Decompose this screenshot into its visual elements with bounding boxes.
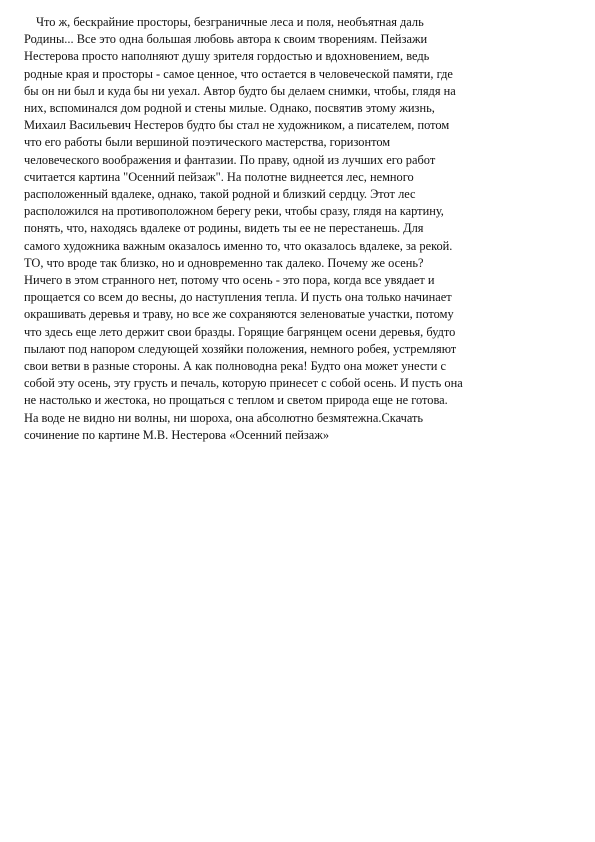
text-line: сочинение по картине М.В. Нестерова «Осенний пейзаж» xyxy=(24,427,330,442)
text-line: прощается со всем до весны, до наступления тепла. И пусть она только начинает xyxy=(24,290,452,305)
text-line: окрашивать деревья и траву, но все же сохраняются зеленоватые участки, потому xyxy=(24,307,454,322)
text-line: собой эту осень, эту грусть и печаль, которую принесет с собой осень. И пусть она xyxy=(24,376,463,391)
text-line: пылают под напором следующей хозяйки положения, немного робея, устремляют xyxy=(24,341,457,356)
text-line: самого художника важным оказалось именно то, что оказалось вдалеке, за рекой. xyxy=(24,238,453,253)
text-line: ТО, что вроде так близко, но и одновременно так далеко. Почему же осень? xyxy=(24,255,424,270)
text-line: Михаил Васильевич Нестеров будто бы стал не художником, а писателем, потом xyxy=(24,118,450,133)
text-line: Нестерова просто наполняют душу зрителя гордостью и вдохновением, ведь xyxy=(24,49,430,64)
text-line: считается картина "Осенний пейзаж". На полотне виднеется лес, немного xyxy=(24,169,414,184)
text-line: Ничего в этом странного нет, потому что осень - это пора, когда все увядает и xyxy=(24,273,435,288)
text-line: На воде не видно ни волны, ни шороха, она абсолютно безмятежна.Скачать xyxy=(24,410,424,425)
text-line: расположенный вдалеке, однако, такой родной и близкий сердцу. Этот лес xyxy=(24,187,416,202)
text-line: Родины... Все это одна большая любовь автора к своим творениям. Пейзажи xyxy=(24,32,428,47)
text-line: что здесь еще лето держит свои бразды. Горящие багрянцем осени деревья, будто xyxy=(24,324,456,339)
text-line: не настолько и жестока, но прощаться с теплом и светом природа еще не готова. xyxy=(24,393,448,408)
text-line: бы он ни был и куда бы ни уехал. Автор будто бы делаем снимки, чтобы, глядя на xyxy=(24,83,456,98)
essay-text xyxy=(24,14,572,444)
text-line: Что ж, бескрайние просторы, безграничные леса и поля, необъятная даль xyxy=(36,15,424,29)
text-line: понять, что, находясь вдалеке от родины, видеть ты ее не перестанешь. Для xyxy=(24,221,424,236)
text-line: что его работы были вершиной поэтического мастерства, горизонтом xyxy=(24,135,391,150)
text-line: свои ветви в разные стороны. А как полноводна река! Будто она может унести с xyxy=(24,359,446,374)
text-line: них, вспоминался дом родной и стены милые. Однако, посвятив этому жизнь, xyxy=(24,101,435,116)
text-line: родные края и просторы - самое ценное, что остается в человеческой памяти, где xyxy=(24,66,453,81)
text-line: человеческого воображения и фантазии. По праву, одной из лучших его работ xyxy=(24,152,436,167)
text-line: расположился на противоположном берегу реки, чтобы сразу, глядя на картину, xyxy=(24,204,444,219)
